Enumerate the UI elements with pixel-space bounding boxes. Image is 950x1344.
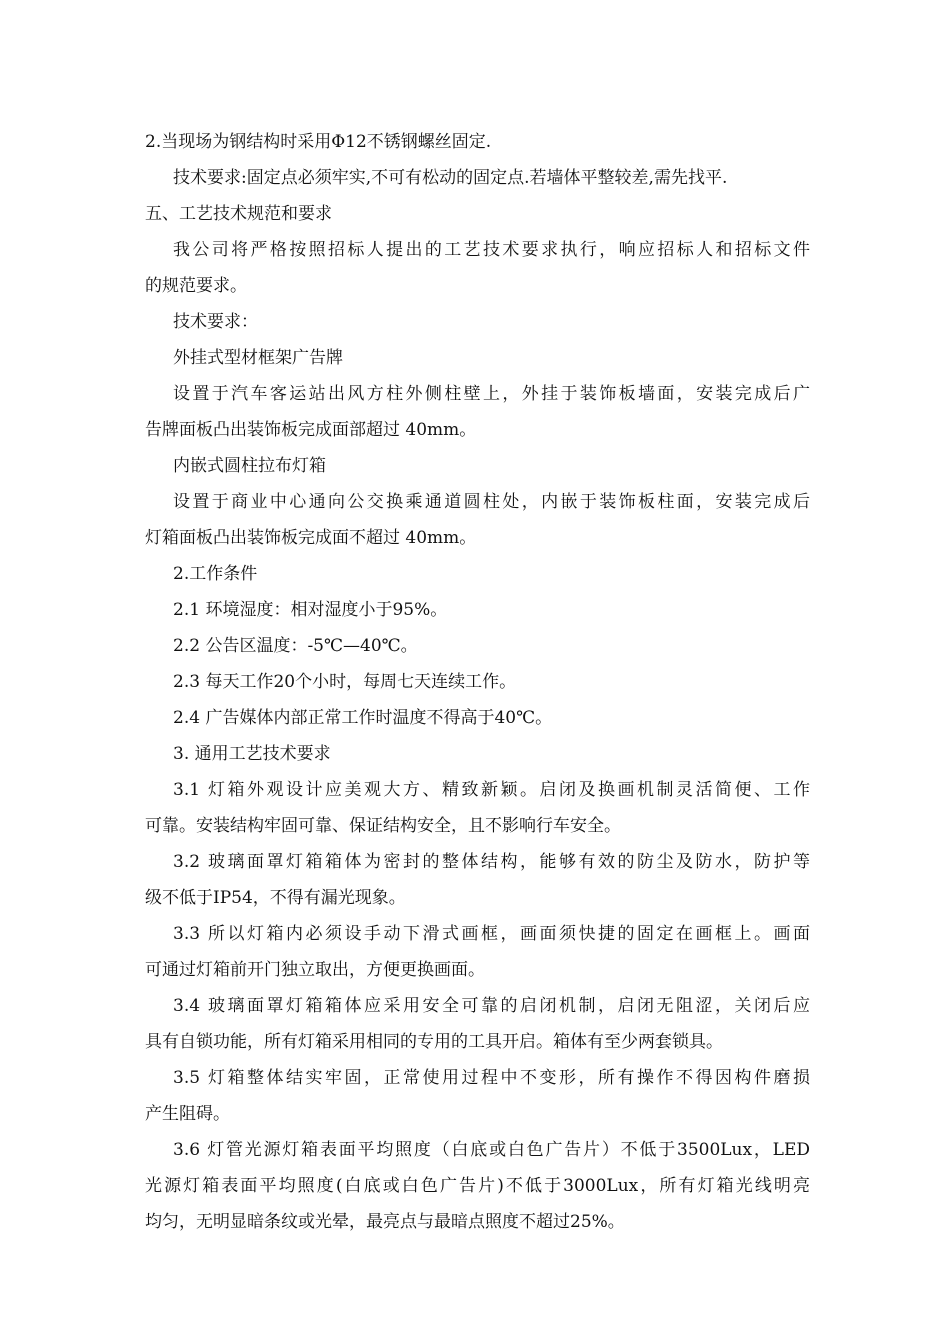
list-item: 3.6 灯管光源灯箱表面平均照度（白底或白色广告片）不低于3500Lux，LED (173, 1140, 810, 1160)
text-line: 2.当现场为钢结构时采用Φ12不锈钢螺丝固定. (145, 132, 492, 152)
text-line: 均匀，无明显暗条纹或光晕，最亮点与最暗点照度不超过25%。 (145, 1212, 625, 1232)
subheading: 内嵌式圆柱拉布灯箱 (173, 456, 326, 476)
text-line: 告牌面板凸出装饰板完成面部超过 40mm。 (145, 420, 477, 440)
text-line: 灯箱面板凸出装饰板完成面不超过 40mm。 (145, 528, 477, 548)
text-line: 设置于商业中心通向公交换乘通道圆柱处，内嵌于装饰板柱面，安装完成后 (173, 492, 810, 512)
text-line: 技术要求:固定点必须牢实,不可有松动的固定点.若墙体平整较差,需先找平. (173, 168, 728, 188)
subheading: 3. 通用工艺技术要求 (173, 744, 331, 764)
text-line: 产生阻碍。 (145, 1104, 230, 1124)
text-line: 可通过灯箱前开门独立取出，方便更换画面。 (145, 960, 485, 980)
list-item: 2.1 环境湿度：相对湿度小于95%。 (173, 600, 448, 620)
text-line: 具有自锁功能，所有灯箱采用相同的专用的工具开启。箱体有至少两套锁具。 (145, 1032, 723, 1052)
list-item: 2.3 每天工作20个小时，每周七天连续工作。 (173, 672, 517, 692)
document-body (145, 124, 810, 1240)
list-item: 3.4 玻璃面罩灯箱箱体应采用安全可靠的启闭机制，启闭无阻涩，关闭后应 (173, 996, 810, 1016)
text-line: 技术要求： (173, 312, 258, 332)
text-line: 光源灯箱表面平均照度(白底或白色广告片)不低于3000Lux，所有灯箱光线明亮 (145, 1176, 810, 1196)
section-heading: 五、工艺技术规范和要求 (145, 204, 332, 224)
text-line: 设置于汽车客运站出风方柱外侧柱壁上，外挂于装饰板墙面，安装完成后广 (173, 384, 810, 404)
list-item: 2.2 公告区温度：-5℃—40℃。 (173, 636, 418, 656)
list-item: 3.5 灯箱整体结实牢固，正常使用过程中不变形，所有操作不得因构件磨损 (173, 1068, 810, 1088)
text-line: 级不低于IP54，不得有漏光现象。 (145, 888, 406, 908)
text-line: 可靠。安装结构牢固可靠、保证结构安全，且不影响行车安全。 (145, 816, 621, 836)
subheading: 外挂式型材框架广告牌 (173, 348, 343, 368)
list-item: 3.2 玻璃面罩灯箱箱体为密封的整体结构，能够有效的防尘及防水，防护等 (173, 852, 810, 872)
list-item: 3.1 灯箱外观设计应美观大方、精致新颖。启闭及换画机制灵活简便、工作 (173, 780, 810, 800)
subheading: 2.工作条件 (173, 564, 258, 584)
text-line: 的规范要求。 (145, 276, 247, 296)
list-item: 2.4 广告媒体内部正常工作时温度不得高于40℃。 (173, 708, 553, 728)
list-item: 3.3 所以灯箱内必须设手动下滑式画框，画面须快捷的固定在画框上。画面 (173, 924, 810, 944)
text-line: 我公司将严格按照招标人提出的工艺技术要求执行，响应招标人和招标文件 (173, 240, 810, 260)
